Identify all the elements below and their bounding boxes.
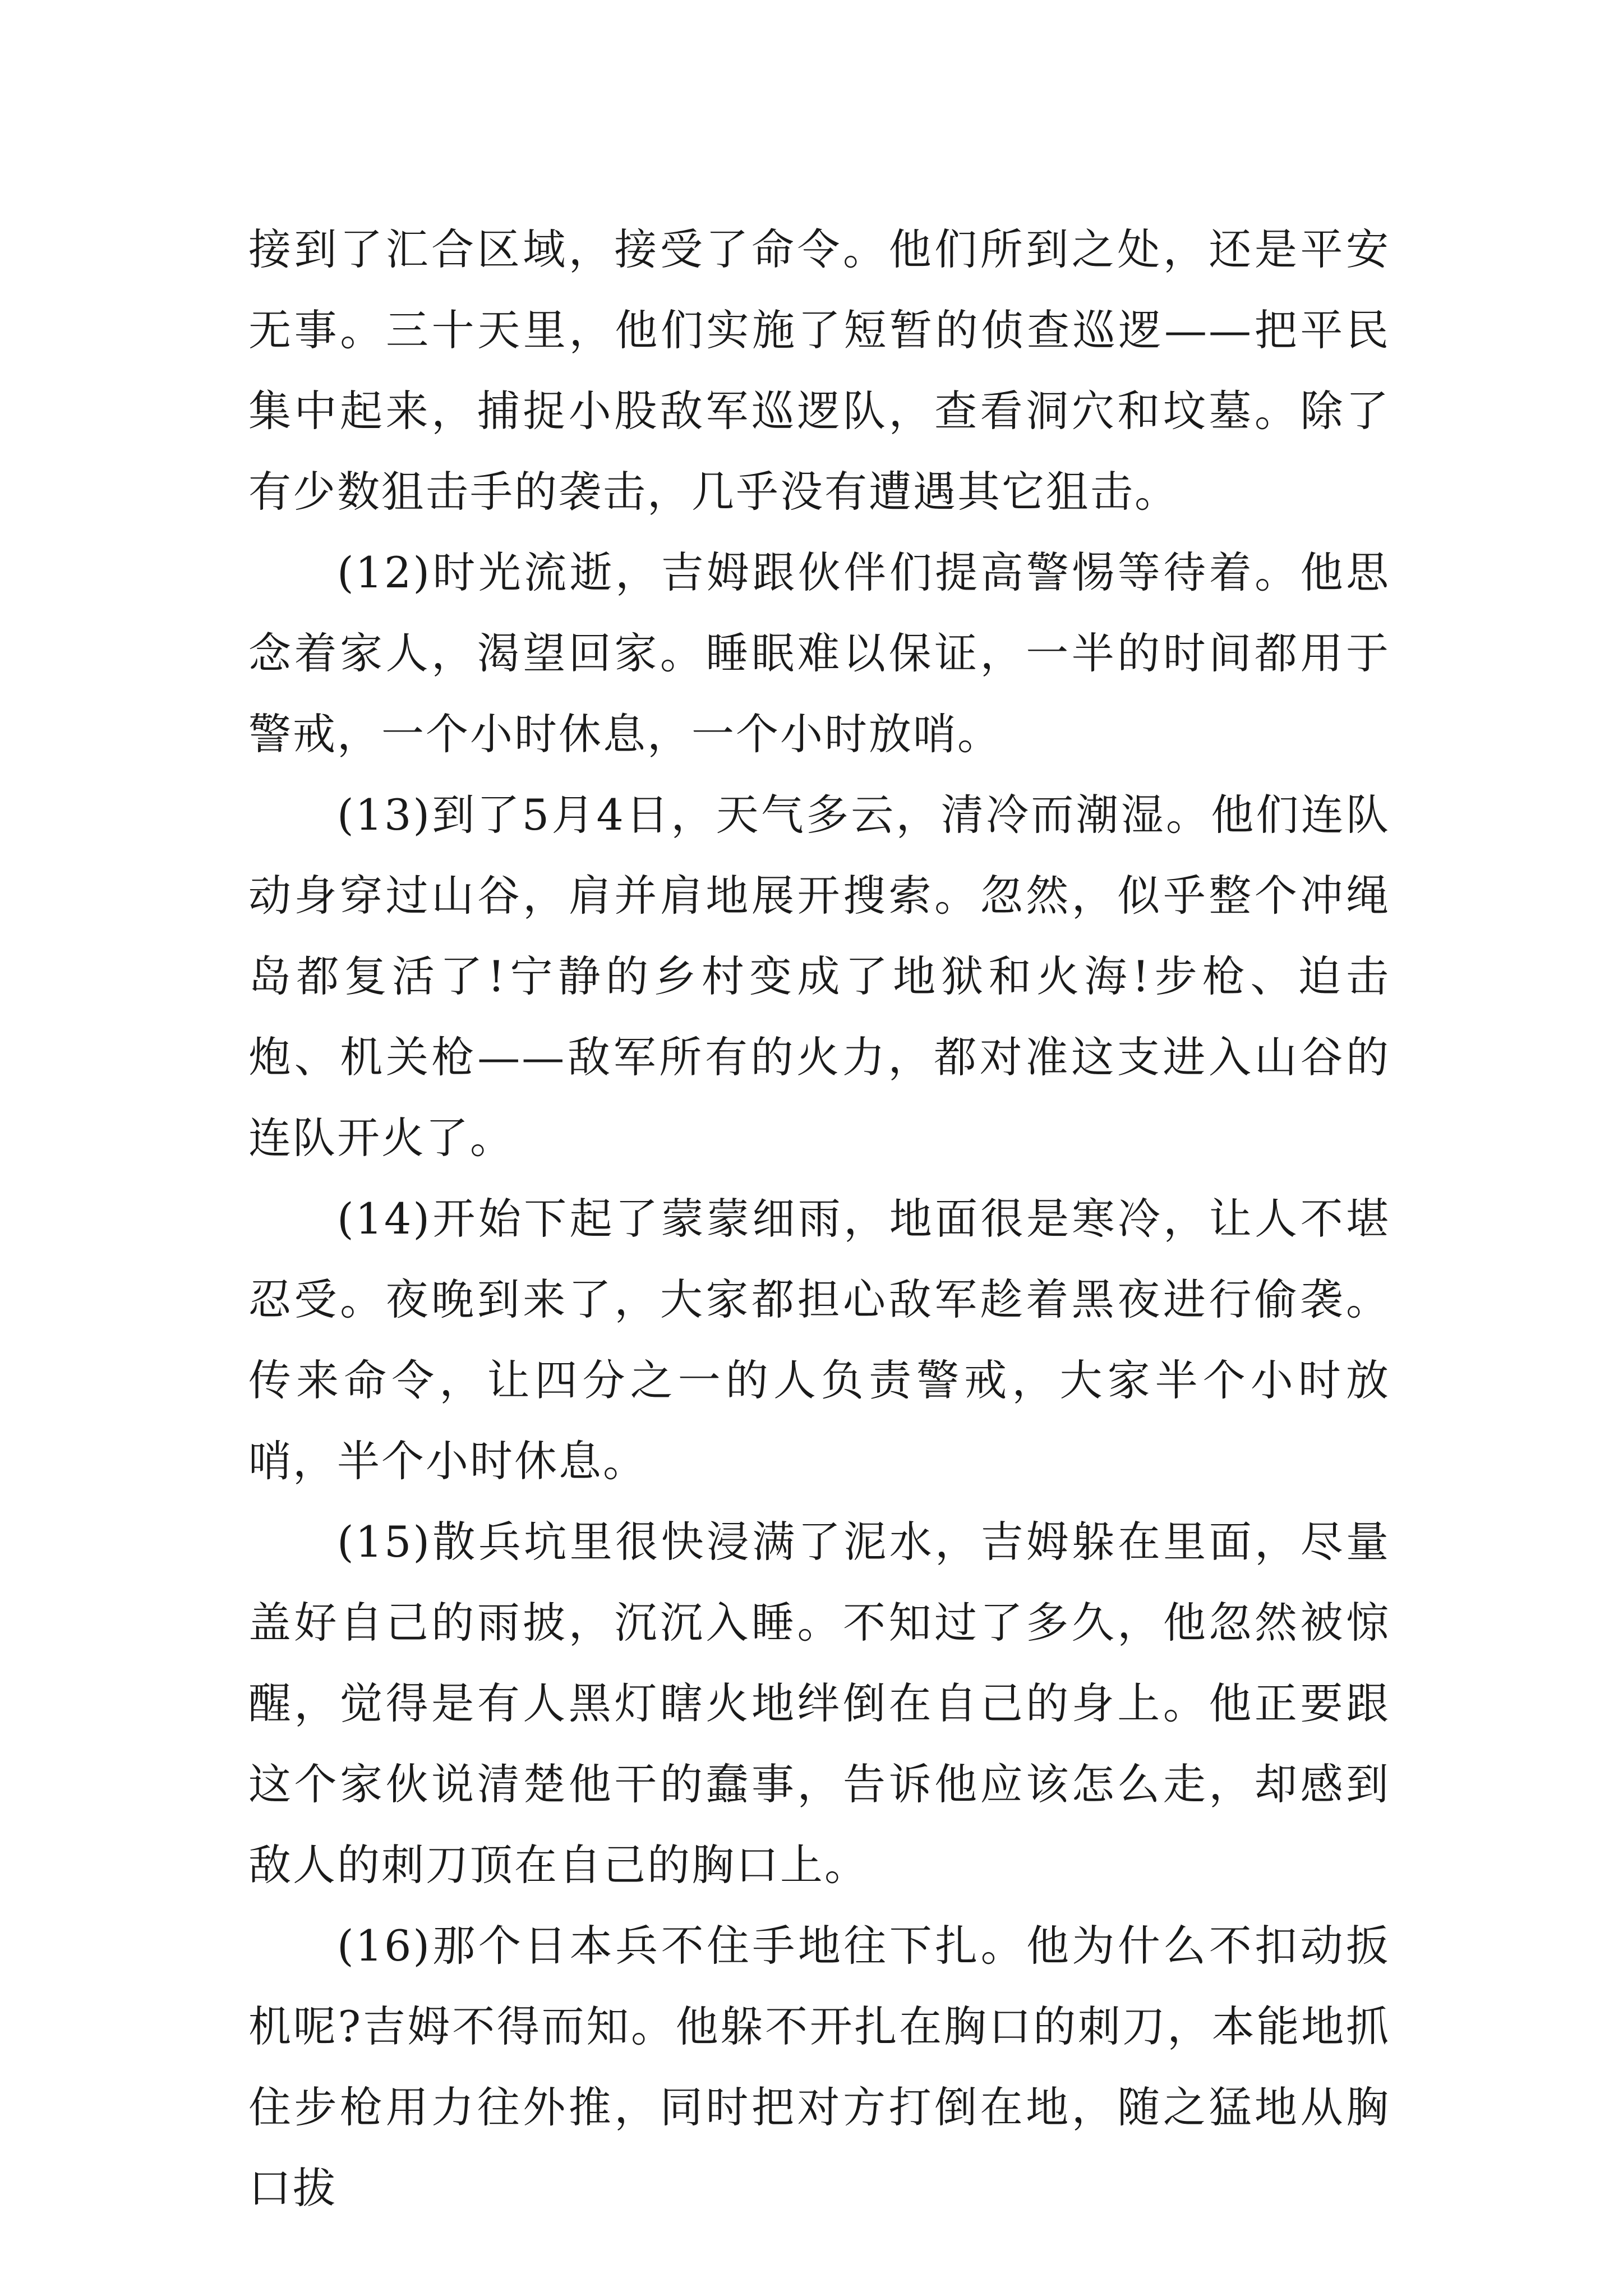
paragraph-15: (15)散兵坑里很快浸满了泥水，吉姆躲在里面，尽量盖好自己的雨披，沉沉入睡。不知过了多久，他忽然被惊醒，觉得是有人黑灯瞎火地绊倒在自己的身上。他正要跟这个家伙说清楚他干的蠢事，告诉他应该怎么走，却感到敌人的刺刀顶在自己的胸口上。 <box>248 1517 1390 1890</box>
paragraph-continuation: 接到了汇合区域，接受了命令。他们所到之处，还是平安无事。三十天里，他们实施了短暂的侦查巡逻——把平民集中起来，捕捉小股敌军巡逻队，查看洞穴和坟墓。除了有少数狙击手的袭击，几乎没有遭遇其它狙击。 <box>248 224 1390 517</box>
document-body <box>248 209 1390 2229</box>
paragraph-13: (13)到了5月4日，天气多云，清冷而潮湿。他们连队动身穿过山谷，肩并肩地展开搜索。忽然，似乎整个冲绳岛都复活了!宁静的乡村变成了地狱和火海!步枪、迫击炮、机关枪——敌军所有的火力，都对准这支进入山谷的连队开火了。 <box>248 790 1390 1163</box>
paragraph-14: (14)开始下起了蒙蒙细雨，地面很是寒冷，让人不堪忍受。夜晚到来了，大家都担心敌军趁着黑夜进行偷袭。传来命令，让四分之一的人负责警戒，大家半个小时放哨，半个小时休息。 <box>248 1194 1390 1486</box>
paragraph-16: (16)那个日本兵不住手地往下扎。他为什么不扣动扳机呢?吉姆不得而知。他躲不开扎在胸口的刺刀，本能地抓住步枪用力往外推，同时把对方打倒在地，随之猛地从胸口拔 <box>248 1921 1390 2213</box>
paragraph-12: (12)时光流逝，吉姆跟伙伴们提高警惕等待着。他思念着家人，渴望回家。睡眠难以保证，一半的时间都用于警戒，一个小时休息，一个小时放哨。 <box>248 547 1390 759</box>
